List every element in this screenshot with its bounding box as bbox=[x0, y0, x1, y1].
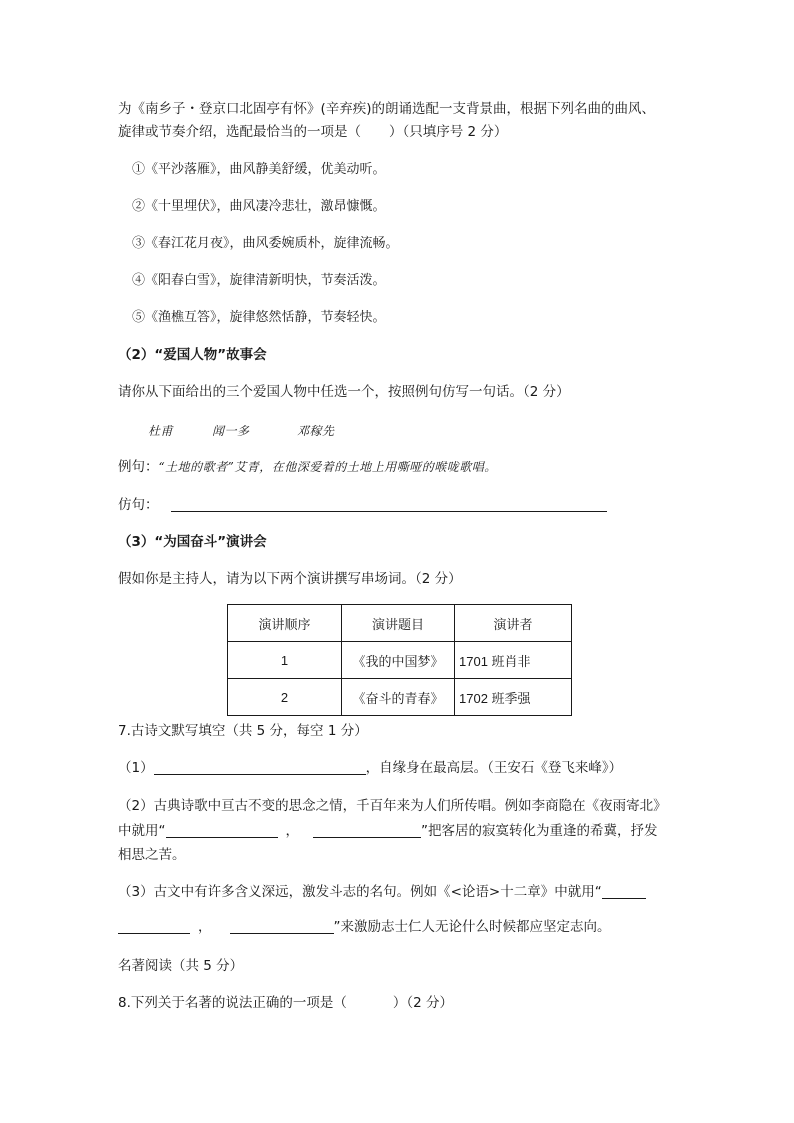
q7-part3-tail: ”来激励志士仁人无论什么时候都应坚定志向。 bbox=[333, 919, 611, 935]
imitate-answer-blank[interactable] bbox=[171, 497, 607, 512]
q7-part1-label: （1） bbox=[118, 760, 154, 776]
person-name-3: 邓稼先 bbox=[297, 424, 335, 438]
example-label: 例句： bbox=[118, 459, 159, 475]
q7-part3-blank-2[interactable] bbox=[230, 919, 334, 934]
cell-topic: 《我的中国梦》 bbox=[342, 642, 455, 679]
speech-table bbox=[227, 604, 572, 716]
person-name-2: 闻一多 bbox=[212, 424, 250, 438]
q7-part3-blank-1a[interactable] bbox=[602, 884, 646, 899]
option-3: ③《春江花月夜》，曲风委婉质朴，旋律流畅。 bbox=[132, 236, 399, 251]
q7-title: 7.古诗文默写填空（共 5 分，每空 1 分） bbox=[118, 723, 368, 739]
header-order: 演讲顺序 bbox=[228, 605, 342, 642]
imitate-label: 仿句： bbox=[118, 497, 159, 513]
intro-line-2-end: ）（只填序号 2 分） bbox=[389, 124, 508, 140]
q7-part2-blank-1[interactable] bbox=[166, 823, 278, 838]
intro-line-1: 为《南乡子・登京口北固亭有怀》(辛弃疾)的朗诵选配一支背景曲，根据下列名曲的曲风、 bbox=[118, 101, 656, 117]
option-5: ⑤《渔樵互答》，旋律悠然恬静，节奏轻快。 bbox=[132, 310, 386, 325]
section2-instruction: 请你从下面给出的三个爱国人物中任选一个，按照例句仿写一句话。（2 分） bbox=[118, 384, 570, 400]
q7-part2-line3: 相思之苦。 bbox=[118, 847, 186, 863]
q7-part3-text: （3）古文中有许多含义深远，激发斗志的名句。例如《<论语>十二章》中就用“ bbox=[118, 884, 602, 900]
imitate-line bbox=[118, 496, 607, 514]
header-topic: 演讲题目 bbox=[342, 605, 455, 642]
example-sentence bbox=[118, 458, 497, 476]
reading-title: 名著阅读（共 5 分） bbox=[118, 958, 244, 974]
q7-part3-line2 bbox=[118, 918, 611, 936]
table-row bbox=[228, 679, 572, 716]
q7-part2-blank-2[interactable] bbox=[313, 823, 421, 838]
option-1: ①《平沙落雁》，曲风静美舒缓，优美动听。 bbox=[132, 162, 386, 177]
q7-part3-blank-1b[interactable] bbox=[118, 919, 190, 934]
q7-part2-open: 中就用“ bbox=[118, 823, 166, 839]
option-4: ④《阳春白雪》，旋律清新明快，节奏活泼。 bbox=[132, 273, 386, 288]
table-header-row bbox=[228, 605, 572, 642]
q7-part3-line1 bbox=[118, 883, 646, 901]
q7-part2-sep: ， bbox=[285, 823, 299, 839]
q8-text-start: 8.下列关于名著的说法正确的一项是（ bbox=[118, 995, 347, 1011]
section2-title: （2）“爱国人物”故事会 bbox=[118, 347, 267, 363]
q7-part1 bbox=[118, 759, 622, 777]
cell-order: 2 bbox=[228, 679, 342, 716]
cell-topic: 《奋斗的青春》 bbox=[342, 679, 455, 716]
person-name-1: 杜甫 bbox=[148, 424, 174, 438]
header-speaker: 演讲者 bbox=[455, 605, 572, 642]
cell-speaker: 1702 班季强 bbox=[455, 679, 572, 716]
section3-instruction: 假如你是主持人，请为以下两个演讲撰写串场词。（2 分） bbox=[118, 571, 462, 587]
cell-speaker: 1701 班肖非 bbox=[455, 642, 572, 679]
intro-line-2-start: 旋律或节奏介绍，选配最恰当的一项是（ bbox=[118, 124, 361, 140]
q8-text-end: ）（2 分） bbox=[392, 995, 454, 1011]
cell-order: 1 bbox=[228, 642, 342, 679]
example-text: “土地的歌者”艾青，在他深爱着的土地上用嘶哑的喉咙歌唱。 bbox=[158, 460, 497, 474]
intro-line-2 bbox=[118, 123, 507, 141]
table-row bbox=[228, 642, 572, 679]
q7-part2-tail: ”把客居的寂寞转化为重逢的希冀，抒发 bbox=[421, 823, 658, 839]
q7-part1-tail: ，自缘身在最高层。（王安石《登飞来峰》） bbox=[365, 760, 623, 776]
q7-part1-blank[interactable] bbox=[154, 760, 366, 775]
option-2: ②《十里埋伏》，曲风凄冷悲壮，激昂慷慨。 bbox=[132, 199, 386, 214]
q8-line bbox=[118, 994, 453, 1012]
q7-part2-line1: （2）古典诗歌中亘古不变的思念之情，千百年来为人们所传唱。例如李商隐在《夜雨寄北》 bbox=[118, 798, 667, 814]
q7-part2-line2 bbox=[118, 822, 658, 840]
section3-title: （3）“为国奋斗”演讲会 bbox=[118, 534, 267, 550]
q7-part3-sep: ， bbox=[198, 919, 212, 935]
